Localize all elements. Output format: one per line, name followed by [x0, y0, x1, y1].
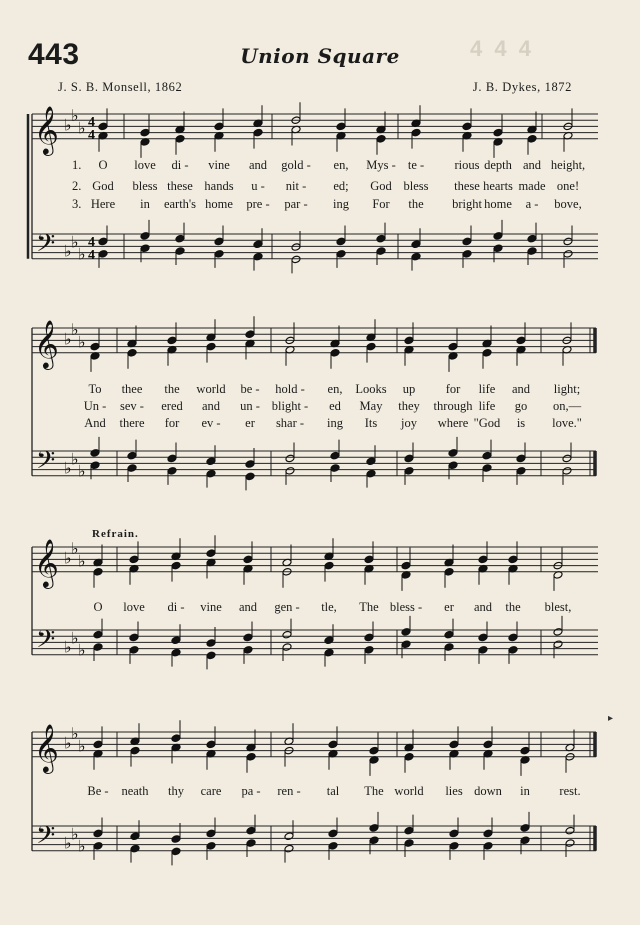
- note-s1-bass-lower-10: [462, 250, 472, 259]
- lyric-system1-line1-syllable-12: and: [522, 158, 542, 172]
- hymn-number: 443: [28, 38, 80, 71]
- note-s1-bass-upper-3: [175, 234, 185, 243]
- lyric-system4-line1-syllable-3: thy: [168, 784, 184, 798]
- lyric-system2-line1-syllable-1: To: [88, 382, 102, 396]
- note-s3-bass-lower-11: [478, 646, 488, 655]
- note-s2-bass-lower-3: [167, 467, 177, 476]
- note-s3-bass-lower-4: [206, 651, 216, 660]
- flat-sign-s3-bass-1: ♭: [64, 637, 72, 657]
- note-s2-treble-upper-12: [516, 336, 526, 345]
- lyric-system3-line1-syllable-12: the: [505, 600, 521, 614]
- note-s1-treble-upper-4: [214, 122, 224, 131]
- note-s1-bass-upper-13: [563, 237, 573, 246]
- flat-sign-s2-bass-2: ♭: [71, 449, 79, 469]
- lyric-system2-line3-syllable-3: for: [164, 416, 180, 430]
- lyric-system2-line2-syllable-9: they: [398, 399, 420, 413]
- note-s3-treble-upper-12: [508, 555, 518, 564]
- note-s1-treble-lower-3: [175, 135, 185, 144]
- lyric-system4-line1-syllable-12: in: [520, 784, 530, 798]
- lyric-system3-line1-syllable-11: and: [473, 600, 493, 614]
- music-credit: J. B. Dykes, 1872: [472, 80, 572, 94]
- note-s3-bass-upper-7: [324, 636, 334, 645]
- note-s4-treble-lower-2: [130, 746, 140, 755]
- lyric-system4-line1-syllable-4: care: [200, 784, 222, 798]
- note-s4-bass-lower-5: [246, 839, 256, 848]
- lyric-system2-line2-syllable-12: go: [514, 399, 528, 413]
- lyric-system3-line1-syllable-6: gen -: [274, 600, 300, 614]
- lyric-system1-line2-syllable-2: bless: [132, 179, 158, 193]
- note-s3-treble-upper-5: [243, 555, 253, 564]
- note-s3-treble-upper-11: [478, 555, 488, 564]
- flat-sign-s1-bass-1: ♭: [64, 241, 72, 261]
- lyric-system1-line2-syllable-8: God: [370, 179, 392, 193]
- verse-number-3: 3.: [72, 197, 82, 211]
- note-s4-bass-lower-12: [520, 836, 530, 845]
- lyric-system4-line1-syllable-8: The: [364, 784, 384, 798]
- note-s1-bass-lower-11: [493, 244, 503, 253]
- note-s4-treble-upper-1: [93, 740, 103, 749]
- lyric-system2-line1-syllable-10: for: [445, 382, 461, 396]
- note-s1-bass-upper-8: [376, 234, 386, 243]
- flat-sign-s4-treble-2: ♭: [71, 724, 79, 744]
- lyric-system1-line3-syllable-1: Here: [90, 197, 116, 211]
- lyric-system1-line1-syllable-9: te -: [407, 158, 425, 172]
- note-s1-bass-upper-10: [462, 237, 472, 246]
- lyric-system2-line2-syllable-8: May: [359, 399, 383, 413]
- note-s1-treble-lower-8: [376, 135, 386, 144]
- lyric-system1-line2-syllable-12: made: [518, 179, 546, 193]
- note-s2-bass-lower-6: [285, 467, 295, 476]
- note-s3-bass-lower-12: [508, 646, 518, 655]
- note-s1-bass-lower-13: [563, 250, 573, 259]
- bass-clef-s3: 𝄢: [36, 625, 56, 660]
- lyric-system1-line3-syllable-7: ing: [333, 197, 349, 211]
- flat-sign-s4-bass-2: ♭: [71, 824, 79, 844]
- note-s1-bass-upper-7: [336, 237, 346, 246]
- lyric-system3-line1-syllable-1: O: [93, 600, 103, 614]
- lyric-system2-line2-syllable-10: through: [433, 399, 473, 413]
- flat-sign-s2-treble-1: ♭: [64, 329, 72, 349]
- note-s1-bass-lower-5: [253, 252, 263, 261]
- lyric-system1-line1-syllable-5: and: [248, 158, 268, 172]
- flat-sign-s4-bass-1: ♭: [64, 833, 72, 853]
- lyric-system1-line2-syllable-3: these: [167, 179, 193, 193]
- note-s4-treble-lower-9: [404, 753, 414, 762]
- flat-sign-s2-bass-1: ♭: [64, 458, 72, 478]
- lyric-system2-line3-syllable-12: is: [516, 416, 526, 430]
- lyric-system4-line1-syllable-11: down: [474, 784, 502, 798]
- note-s1-bass-lower-2: [140, 244, 150, 253]
- lyric-system1-line3-syllable-2: in: [140, 197, 150, 211]
- note-s2-treble-lower-8: [366, 342, 376, 351]
- lyric-system2-line3-syllable-10: where: [437, 416, 469, 430]
- note-s2-bass-upper-13: [562, 454, 572, 463]
- bass-clef-s4: 𝄢: [36, 821, 56, 856]
- note-s3-bass-upper-13: [553, 628, 563, 637]
- lyric-system1-line2-syllable-11: hearts: [483, 179, 513, 193]
- note-s2-bass-upper-9: [404, 454, 414, 463]
- note-s1-bass-lower-12: [527, 247, 537, 256]
- note-s2-bass-lower-13: [562, 467, 572, 476]
- lyric-system1-line2-syllable-10: these: [454, 179, 480, 193]
- lyric-system2-line1-syllable-12: and: [511, 382, 531, 396]
- note-s3-treble-upper-9: [401, 561, 411, 570]
- note-s1-bass-upper-2: [140, 232, 150, 241]
- note-s2-treble-upper-5: [245, 330, 255, 339]
- note-s1-bass-lower-6: [291, 255, 301, 264]
- lyric-system1-line2-syllable-5: u -: [251, 179, 265, 193]
- lyric-system2-line3-syllable-8: Its: [364, 416, 378, 430]
- note-s3-treble-upper-2: [129, 555, 139, 564]
- lyric-system1-line3-syllable-5: pre -: [246, 197, 270, 211]
- flat-sign-s4-treble-1: ♭: [64, 733, 72, 753]
- lyric-system2-line1-syllable-9: up: [402, 382, 416, 396]
- lyric-system2-line2-syllable-4: and: [201, 399, 221, 413]
- note-s2-bass-upper-11: [482, 451, 492, 460]
- note-s1-treble-upper-2: [140, 128, 150, 137]
- flat-sign-s1-bass-2: ♭: [71, 232, 79, 252]
- lyric-system4-line1-syllable-7: tal: [326, 784, 340, 798]
- lyric-system2-line1-syllable-6: hold -: [275, 382, 305, 396]
- lyric-system3-line1-syllable-9: bless -: [389, 600, 423, 614]
- lyric-system3-line1-syllable-4: vine: [200, 600, 222, 614]
- note-s4-treble-lower-5: [246, 753, 256, 762]
- lyric-system4-line1-syllable-9: world: [394, 784, 424, 798]
- verse-number-1: 1.: [72, 158, 82, 172]
- note-s3-bass-lower-9: [401, 640, 411, 649]
- note-s1-bass-lower-1: [98, 250, 108, 259]
- note-s3-bass-lower-8: [364, 646, 374, 655]
- margin-mark: ▸: [608, 713, 614, 724]
- lyric-system4-line1-syllable-6: ren -: [277, 784, 301, 798]
- flat-sign-s1-treble-1: ♭: [64, 115, 72, 135]
- lyric-system1-line1-syllable-4: vine: [208, 158, 230, 172]
- note-s2-treble-upper-10: [448, 342, 458, 351]
- lyric-system3-line1-syllable-2: love: [123, 600, 145, 614]
- note-s4-treble-upper-4: [206, 740, 216, 749]
- note-s1-bass-lower-7: [336, 250, 346, 259]
- lyric-system1-line3-syllable-12: a -: [525, 197, 539, 211]
- flat-sign-s4-treble-3: ♭: [78, 736, 86, 756]
- note-s4-bass-lower-13: [565, 839, 575, 848]
- note-s2-bass-upper-12: [516, 454, 526, 463]
- note-s2-bass-upper-10: [448, 449, 458, 458]
- lyric-system3-line1-syllable-5: and: [238, 600, 258, 614]
- flat-sign-s1-bass-3: ♭: [78, 244, 86, 264]
- note-s4-bass-upper-4: [206, 829, 216, 838]
- lyric-system2-line1-syllable-4: world: [196, 382, 226, 396]
- lyric-system2-line3-syllable-7: ing: [327, 416, 343, 430]
- note-s3-treble-upper-4: [206, 549, 216, 558]
- note-s2-bass-upper-8: [366, 457, 376, 466]
- lyric-system2-line1-syllable-7: en,: [327, 382, 343, 396]
- note-s4-treble-upper-11: [483, 740, 493, 749]
- lyric-system2-line2-syllable-11: life: [478, 399, 496, 413]
- note-s1-bass-lower-9: [411, 252, 421, 261]
- note-s2-bass-upper-7: [330, 451, 340, 460]
- note-s2-bass-lower-8: [366, 469, 376, 478]
- note-s3-treble-lower-10: [444, 568, 454, 577]
- note-s3-bass-lower-13: [553, 640, 563, 649]
- lyric-system1-line1-syllable-7: en,: [333, 158, 349, 172]
- note-s2-bass-upper-5: [245, 460, 255, 469]
- note-s1-treble-lower-12: [527, 135, 537, 144]
- lyric-system1-line2-syllable-13: one!: [556, 179, 580, 193]
- note-s4-bass-upper-7: [328, 829, 338, 838]
- lyric-system2-line2-syllable-13: on,—: [552, 399, 582, 413]
- note-s2-treble-upper-3: [167, 336, 177, 345]
- note-s1-bass-upper-11: [493, 232, 503, 241]
- note-s1-treble-upper-10: [462, 122, 472, 131]
- note-s4-bass-upper-5: [246, 826, 256, 835]
- note-s1-bass-lower-3: [175, 247, 185, 256]
- show-through-text: 4 4 4: [470, 36, 534, 61]
- lyric-system2-line2-syllable-5: un -: [240, 399, 260, 413]
- note-s3-bass-lower-5: [243, 646, 253, 655]
- note-s4-bass-lower-6: [284, 844, 294, 853]
- lyric-system4-line1-syllable-10: lies: [445, 784, 463, 798]
- lyric-system1-line1-syllable-13: height,: [550, 158, 586, 172]
- lyric-system2-line3-syllable-9: joy: [401, 416, 417, 430]
- verse-number-2: 2.: [72, 179, 82, 193]
- lyric-system2-line1-syllable-3: the: [164, 382, 180, 396]
- note-s4-bass-upper-12: [520, 824, 530, 833]
- note-s4-bass-upper-3: [171, 835, 181, 844]
- note-s2-treble-lower-4: [206, 342, 216, 351]
- note-s2-bass-upper-6: [285, 454, 295, 463]
- treble-clef-s2: 𝄞: [34, 319, 59, 368]
- time-sig-den-s1-1: 4: [88, 248, 95, 263]
- flat-sign-s2-treble-3: ♭: [78, 332, 86, 352]
- note-s3-bass-upper-8: [364, 633, 374, 642]
- note-s4-bass-upper-1: [93, 829, 103, 838]
- note-s4-bass-upper-8: [369, 824, 379, 833]
- note-s1-treble-upper-11: [493, 128, 503, 137]
- lyric-system1-line3-syllable-6: par -: [284, 197, 308, 211]
- note-s3-bass-upper-6: [282, 630, 292, 639]
- note-s4-treble-upper-7: [328, 740, 338, 749]
- lyric-system2-line3-syllable-4: ev -: [201, 416, 221, 430]
- lyric-system1-line2-syllable-7: ed;: [333, 179, 349, 193]
- note-s1-bass-upper-9: [411, 240, 421, 249]
- note-s2-bass-lower-4: [206, 469, 216, 478]
- time-sig-num-s1-0: 4: [88, 115, 95, 130]
- lyric-system1-line3-syllable-10: bright: [452, 197, 482, 211]
- lyric-system2-line3-syllable-6: shar -: [275, 416, 305, 430]
- lyric-system3-line1-syllable-7: tle,: [321, 600, 337, 614]
- note-s3-bass-lower-3: [171, 648, 181, 657]
- note-s3-bass-lower-7: [324, 648, 334, 657]
- flat-sign-s3-treble-1: ♭: [64, 548, 72, 568]
- note-s4-bass-upper-13: [565, 826, 575, 835]
- note-s2-treble-lower-2: [127, 349, 137, 358]
- lyric-system1-line3-syllable-4: home: [205, 197, 233, 211]
- lyric-system1-line1-syllable-2: love: [134, 158, 156, 172]
- lyric-system2-line2-syllable-6: blight -: [271, 399, 309, 413]
- time-sig-den-s1-0: 4: [88, 128, 95, 143]
- bass-clef-s2: 𝄢: [36, 446, 56, 481]
- lyric-system2-line2-syllable-7: ed: [329, 399, 341, 413]
- lyric-system1-line1-syllable-11: depth: [484, 158, 512, 172]
- lyric-system1-line3-syllable-3: earth's: [163, 197, 197, 211]
- lyric-system2-line3-syllable-13: love.": [552, 416, 582, 430]
- note-s1-bass-upper-1: [98, 237, 108, 246]
- lyric-system2-line3-syllable-5: er: [245, 416, 255, 430]
- lyric-system4-line1-syllable-1: Be -: [87, 784, 109, 798]
- lyric-system2-line2-syllable-3: ered: [161, 399, 183, 413]
- note-s3-treble-upper-8: [364, 555, 374, 564]
- lyric-system1-line2-syllable-1: God: [92, 179, 114, 193]
- lyric-system1-line1-syllable-3: di -: [171, 158, 189, 172]
- lyric-system2-line1-syllable-11: life: [478, 382, 496, 396]
- lyric-system2-line3-syllable-2: there: [119, 416, 145, 430]
- note-s1-bass-upper-12: [527, 234, 537, 243]
- refrain-label: Refrain.: [92, 528, 139, 540]
- lyric-system3-line1-syllable-3: di -: [167, 600, 185, 614]
- words-credit: J. S. B. Monsell, 1862: [58, 80, 183, 94]
- note-s3-bass-lower-2: [129, 646, 139, 655]
- note-s3-bass-upper-12: [508, 633, 518, 642]
- note-s4-bass-lower-2: [130, 844, 140, 853]
- flat-sign-s2-bass-3: ♭: [78, 461, 86, 481]
- note-s3-bass-upper-3: [171, 636, 181, 645]
- note-s1-bass-upper-5: [253, 240, 263, 249]
- note-s2-bass-lower-2: [127, 464, 137, 473]
- lyric-system2-line1-syllable-8: Looks: [355, 382, 387, 396]
- note-s1-treble-upper-1: [98, 122, 108, 131]
- note-s4-bass-lower-4: [206, 842, 216, 851]
- flat-sign-s3-treble-2: ♭: [71, 539, 79, 559]
- note-s4-bass-upper-9: [404, 826, 414, 835]
- bass-clef-s1: 𝄢: [36, 229, 56, 264]
- hymn-title: Union Square: [240, 44, 400, 68]
- note-s2-bass-lower-1: [90, 461, 100, 470]
- lyric-system3-line1-syllable-10: er: [444, 600, 454, 614]
- lyric-system2-line1-syllable-2: thee: [121, 382, 143, 396]
- note-s1-bass-upper-4: [214, 237, 224, 246]
- note-s1-treble-upper-7: [336, 122, 346, 131]
- note-s4-bass-lower-1: [93, 842, 103, 851]
- note-s3-bass-lower-6: [282, 643, 292, 652]
- note-s3-bass-upper-9: [401, 628, 411, 637]
- lyric-system2-line3-syllable-11: "God: [473, 416, 501, 430]
- note-s2-bass-lower-10: [448, 461, 458, 470]
- note-s2-bass-lower-5: [245, 472, 255, 481]
- note-s3-bass-upper-4: [206, 639, 216, 648]
- note-s3-bass-upper-2: [129, 633, 139, 642]
- lyric-system1-line1-syllable-1: O: [98, 158, 108, 172]
- note-s2-bass-upper-2: [127, 451, 137, 460]
- note-s3-treble-lower-7: [324, 561, 334, 570]
- note-s4-treble-upper-10: [449, 740, 459, 749]
- lyric-system1-line2-syllable-9: bless: [403, 179, 429, 193]
- note-s2-bass-upper-4: [206, 457, 216, 466]
- note-s2-treble-upper-1: [90, 342, 100, 351]
- lyric-system2-line2-syllable-2: sev -: [120, 399, 144, 413]
- lyric-system2-line1-syllable-5: be -: [240, 382, 260, 396]
- flat-sign-s2-treble-2: ♭: [71, 320, 79, 340]
- treble-clef-s4: 𝄞: [34, 723, 59, 772]
- lyric-system1-line3-syllable-9: the: [408, 197, 424, 211]
- lyric-system4-line1-syllable-13: rest.: [559, 784, 581, 798]
- lyric-system1-line2-syllable-6: nit -: [285, 179, 307, 193]
- treble-clef-s1: 𝄞: [34, 105, 59, 154]
- lyric-system1-line1-syllable-10: rious: [454, 158, 480, 172]
- note-s4-treble-upper-8: [369, 746, 379, 755]
- lyric-system3-line1-syllable-8: The: [359, 600, 379, 614]
- lyric-system4-line1-syllable-5: pa -: [241, 784, 261, 798]
- note-s1-treble-lower-5: [253, 128, 263, 137]
- note-s2-bass-lower-12: [516, 467, 526, 476]
- lyric-system2-line1-syllable-13: light;: [553, 382, 581, 396]
- lyric-system1-line3-syllable-11: home: [484, 197, 512, 211]
- note-s1-bass-upper-6: [291, 243, 301, 252]
- note-s2-bass-lower-7: [330, 464, 340, 473]
- lyric-system4-line1-syllable-2: neath: [121, 784, 149, 798]
- flat-sign-s4-bass-3: ♭: [78, 836, 86, 856]
- lyric-system1-line3-syllable-13: bove,: [554, 197, 582, 211]
- time-sig-num-s1-1: 4: [88, 235, 95, 250]
- lyric-system1-line1-syllable-6: gold -: [281, 158, 311, 172]
- flat-sign-s3-treble-3: ♭: [78, 551, 86, 571]
- note-s4-bass-upper-6: [284, 832, 294, 841]
- note-s4-bass-lower-9: [404, 839, 414, 848]
- note-s2-bass-lower-9: [404, 467, 414, 476]
- note-s1-bass-lower-8: [376, 247, 386, 256]
- treble-clef-s3: 𝄞: [34, 538, 59, 587]
- note-s4-bass-lower-11: [483, 842, 493, 851]
- lyric-system1-line2-syllable-4: hands: [204, 179, 234, 193]
- note-s3-bass-upper-10: [444, 630, 454, 639]
- note-s2-treble-lower-7: [330, 349, 340, 358]
- note-s1-treble-lower-9: [411, 128, 421, 137]
- note-s4-bass-upper-2: [130, 832, 140, 841]
- note-s3-bass-upper-1: [93, 630, 103, 639]
- note-s4-bass-lower-7: [328, 842, 338, 851]
- flat-sign-s1-treble-3: ♭: [78, 118, 86, 138]
- lyric-system3-line1-syllable-13: blest,: [544, 600, 572, 614]
- flat-sign-s3-bass-2: ♭: [71, 628, 79, 648]
- note-s3-treble-lower-3: [171, 561, 181, 570]
- flat-sign-s3-bass-3: ♭: [78, 640, 86, 660]
- note-s4-treble-upper-12: [520, 746, 530, 755]
- lyric-system2-line2-syllable-1: Un -: [83, 399, 107, 413]
- lyric-system2-line3-syllable-1: And: [84, 416, 106, 430]
- note-s4-bass-upper-10: [449, 829, 459, 838]
- lyric-system1-line1-syllable-8: Mys -: [366, 158, 396, 172]
- note-s2-treble-upper-9: [404, 336, 414, 345]
- note-s2-bass-upper-1: [90, 449, 100, 458]
- note-s4-bass-lower-10: [449, 842, 459, 851]
- note-s4-bass-lower-3: [171, 847, 181, 856]
- flat-sign-s1-treble-2: ♭: [71, 106, 79, 126]
- note-s2-bass-upper-3: [167, 454, 177, 463]
- note-s3-bass-lower-1: [93, 643, 103, 652]
- note-s1-bass-lower-4: [214, 250, 224, 259]
- note-s3-bass-upper-11: [478, 633, 488, 642]
- lyric-system1-line3-syllable-8: For: [372, 197, 390, 211]
- note-s4-bass-upper-11: [483, 829, 493, 838]
- note-s2-treble-lower-11: [482, 349, 492, 358]
- note-s2-bass-lower-11: [482, 464, 492, 473]
- note-s3-bass-upper-5: [243, 633, 253, 642]
- note-s3-bass-lower-10: [444, 643, 454, 652]
- note-s3-treble-lower-1: [93, 568, 103, 577]
- note-s4-treble-upper-3: [171, 734, 181, 743]
- note-s4-bass-lower-8: [369, 836, 379, 845]
